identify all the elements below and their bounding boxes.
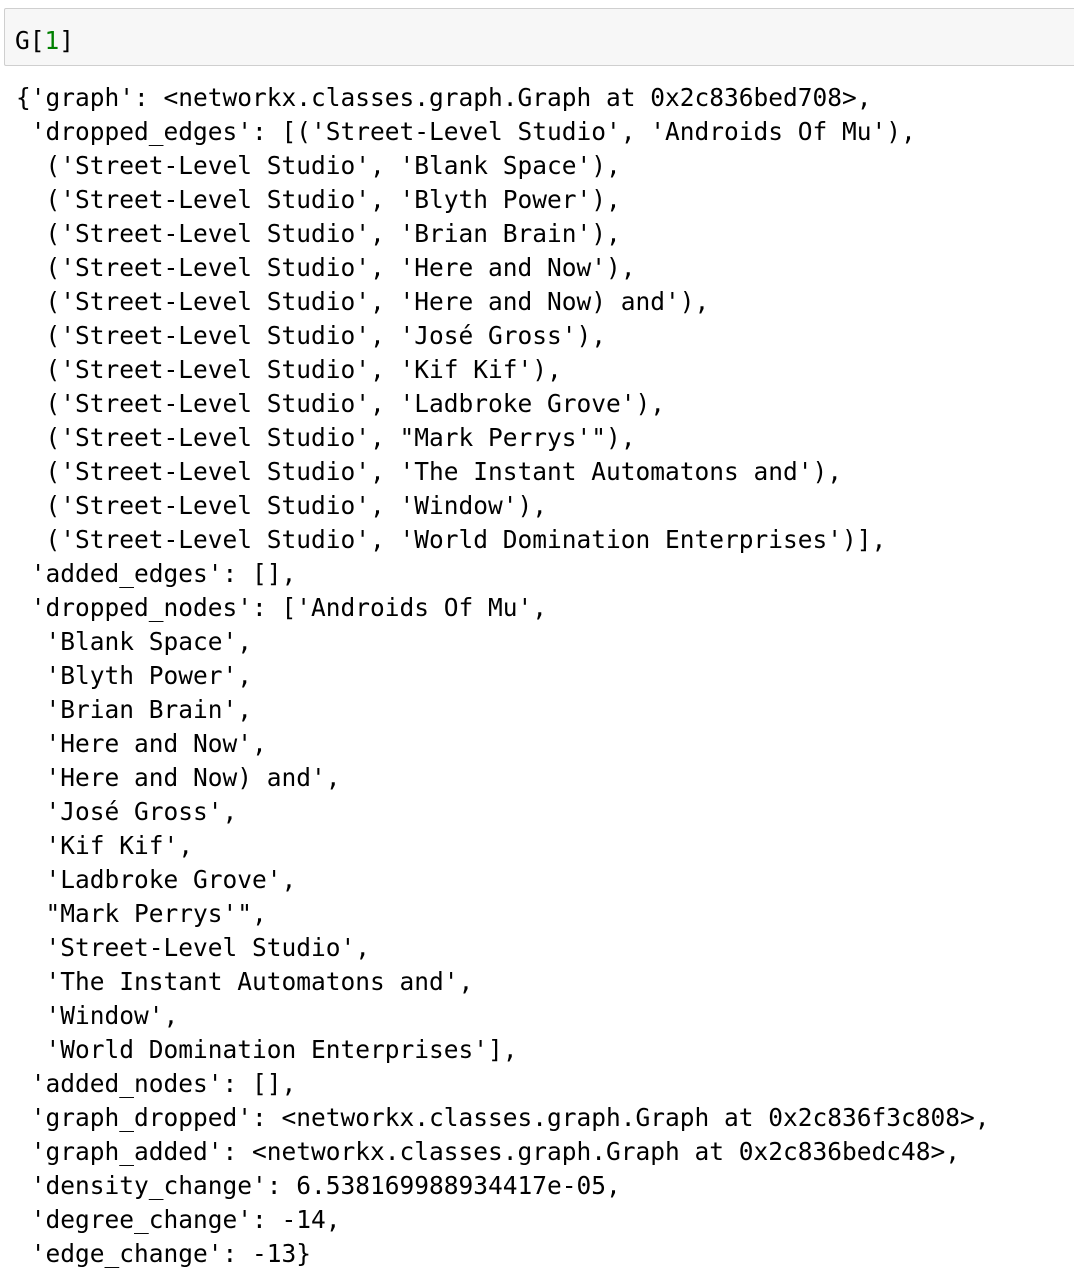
code-input-cell[interactable] [4,8,1074,66]
output-line: 'Here and Now', [16,729,267,758]
output-line: ('Street-Level Studio', 'Kif Kif'), [16,355,562,384]
output-line: ('Street-Level Studio', 'Window'), [16,491,548,520]
output-line: ('Street-Level Studio', 'Blank Space'), [16,151,621,180]
output-line: 'Brian Brain', [16,695,253,724]
output-line: 'Blank Space', [16,627,253,656]
output-line: 'The Instant Automatons and', [16,967,474,996]
output-line: 'density_change': 6.538169988934417e-05, [16,1171,621,1200]
output-line: 'added_edges': [], [16,559,297,588]
output-line: 'Ladbroke Grove', [16,865,297,894]
code-prefix: G[ [15,26,45,55]
output-line: "Mark Perrys'", [16,899,267,928]
output-line: ('Street-Level Studio', 'The Instant Automatons and'), [16,457,843,486]
output-line: 'José Gross', [16,797,238,826]
output-line: 'degree_change': -14, [16,1205,341,1234]
output-line: 'graph_added': <networkx.classes.graph.Graph at 0x2c836bedc48>, [16,1137,961,1166]
output-line: ('Street-Level Studio', 'José Gross'), [16,321,607,350]
output-line: 'Window', [16,1001,179,1030]
output-line: 'edge_change': -13} [16,1239,312,1268]
code-suffix: ] [59,26,75,55]
output-line: ('Street-Level Studio', "Mark Perrys'"), [16,423,636,452]
output-line: ('Street-Level Studio', 'World Domination Enterprises')], [16,525,887,554]
output-line: 'Blyth Power', [16,661,253,690]
output-line: 'dropped_edges': [('Street-Level Studio', 'Androids Of Mu'), [16,117,916,146]
output-line: 'graph_dropped': <networkx.classes.graph.Graph at 0x2c836f3c808>, [16,1103,990,1132]
code-index-number: 1 [44,26,60,55]
output-line: ('Street-Level Studio', 'Blyth Power'), [16,185,621,214]
output-line: 'Street-Level Studio', [16,933,371,962]
output-line: 'added_nodes': [], [16,1069,297,1098]
code-input-text[interactable] [15,24,74,58]
output-line: 'dropped_nodes': ['Androids Of Mu', [16,593,548,622]
output-line: 'Kif Kif', [16,831,194,860]
output-line: ('Street-Level Studio', 'Brian Brain'), [16,219,621,248]
output-line: {'graph': <networkx.classes.graph.Graph at 0x2c836bed708>, [16,83,872,112]
cell-output [16,81,990,1271]
output-line: ('Street-Level Studio', 'Here and Now) and'), [16,287,710,316]
output-line: 'World Domination Enterprises'], [16,1035,518,1064]
output-line: ('Street-Level Studio', 'Here and Now'), [16,253,636,282]
output-line: ('Street-Level Studio', 'Ladbroke Grove'), [16,389,666,418]
output-line: 'Here and Now) and', [16,763,341,792]
